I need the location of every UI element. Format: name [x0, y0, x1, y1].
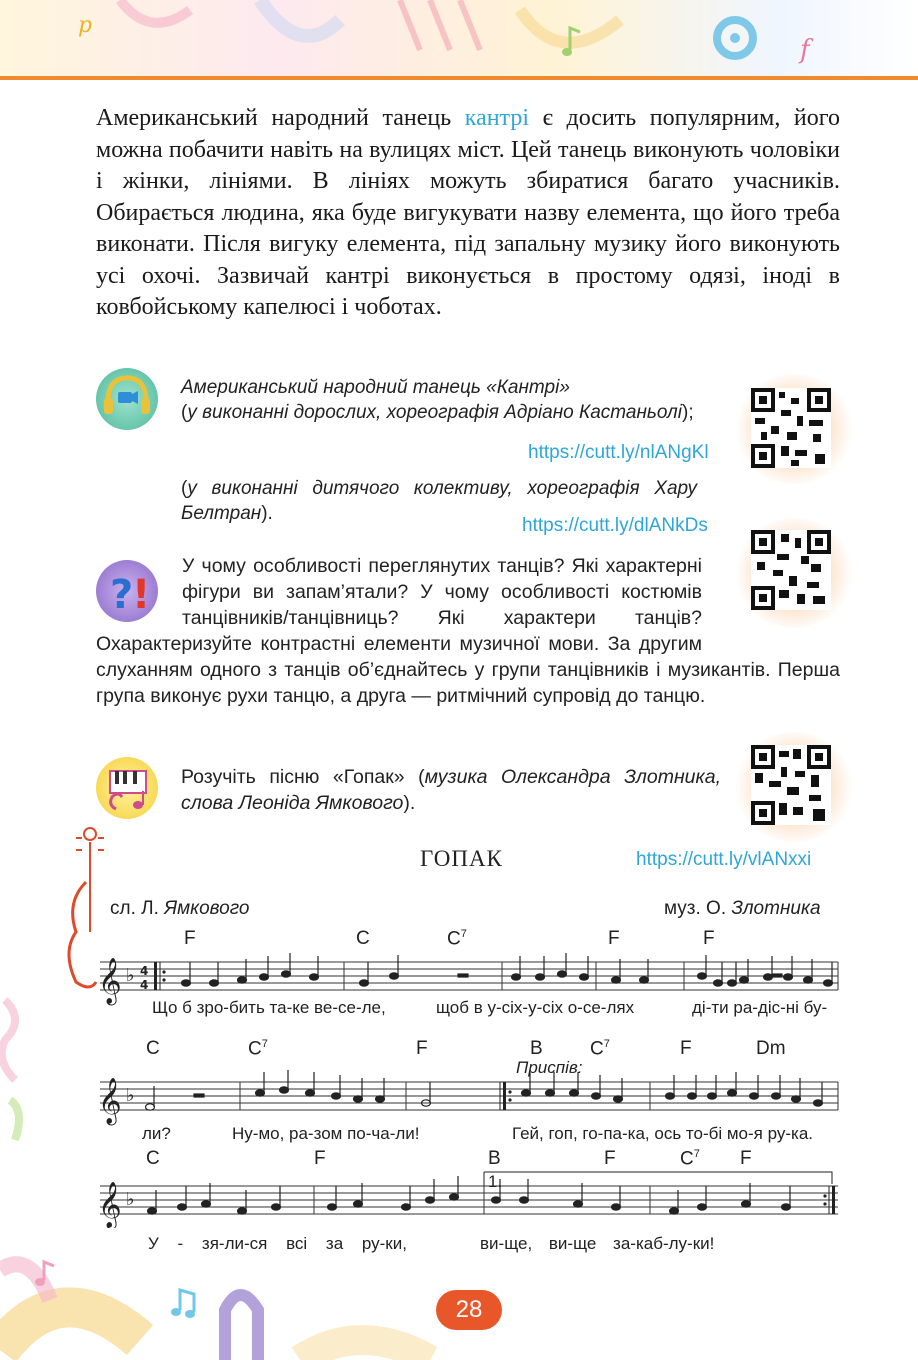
headphones-video-icon [96, 368, 158, 430]
chord-root: C [447, 928, 461, 950]
chord-seventh-mark: 7 [693, 1148, 700, 1160]
chord: B [530, 1038, 543, 1059]
chord: F [314, 1148, 326, 1169]
svg-text:𝄞: 𝄞 [98, 1078, 122, 1124]
qr-code-3[interactable] [751, 745, 831, 825]
side-doodles-icon [0, 980, 40, 1160]
chord-seventh [590, 1038, 610, 1060]
music-author: Злотника [731, 898, 821, 919]
chord: F [184, 928, 196, 949]
svg-text:4: 4 [140, 964, 149, 978]
lyrics-credit-prefix: сл. Л. [110, 898, 165, 919]
media-performer-1: у виконанні дорослих, хореографія Адріано Кастаньолі [187, 402, 682, 423]
chord: F [703, 928, 715, 949]
media-description-2: (у виконанні дитячого колективу, хореографія Хару Белтран). [181, 478, 697, 524]
music-credit-prefix: муз. О. [664, 898, 732, 919]
chord-root: C [590, 1038, 604, 1060]
chord-seventh [447, 928, 467, 950]
song-link[interactable]: https://cutt.ly/vlANxxi [636, 849, 812, 870]
lyrics-credit [110, 898, 249, 920]
lyrics-line: ді-ти ра-діс-ні бу- [692, 998, 828, 1017]
chord: F [608, 928, 620, 949]
lyrics-line: ви-ще, ви-ще за-каб-лу-ки! [480, 1234, 715, 1253]
chord: C [146, 1148, 160, 1169]
svg-text:p: p [78, 13, 93, 38]
chord: C [146, 1038, 160, 1059]
lyrics-line: Що б зро-бить та-ке ве-се-ле, [152, 998, 386, 1017]
chord-root: C [680, 1148, 694, 1170]
lyrics-line: У - зя-ли-ся всі за ру-ки, [148, 1234, 407, 1253]
header-doodles-icon [0, 0, 918, 78]
chord: F [680, 1038, 692, 1059]
media-description-1: Американський народний танець «Кантрі» (у виконанні дорослих, хореографія Адріано Кастаньолі); [181, 377, 694, 423]
svg-text:𝄞: 𝄞 [98, 1182, 122, 1228]
chord-root: C [248, 1038, 262, 1060]
svg-text:?: ? [110, 572, 134, 618]
intro-text-rest: є досить популярним, його можна побачити навіть на вулицях міст. Цей танець виконують чоловіки і жінки, лініями. В лініях можуть збиратися багато учасників. Обирається людина, яка буде вигукувати назву елемента, що його треба виконати. Після вигуку елемента, під запальну музику його виконують усі охочі. Зазвичай кантрі виконується в простому одязі, іноді в ковбойському капелюсі і чоботах. [96, 105, 840, 320]
question-icon-spacer [96, 553, 182, 625]
music-credit [664, 898, 821, 920]
lyrics-line: Гей, гоп, го-па-ка, ось то-бі мо-я ру-ка. [512, 1124, 814, 1143]
question-text: У чому особливості переглянутих танців? Які характерні фігури ви запам’ятали? У чому особливості костюмів танцівників/танцівниць? Які характери танців? Охарактеризуйте контрастні елементи музичної мови. За другим слуханням одного з танців об’єднайтесь у групи танцівників і музикантів. Перша група виконує рухи танцю, а друга — ритмічний супровід до танцю. [96, 555, 840, 707]
svg-text:4: 4 [140, 978, 149, 992]
song-task [181, 764, 721, 816]
task-authors: музика Олександра Злотника, слова Леоніда Ямкового [181, 766, 721, 814]
keyword-country: кантрі [464, 105, 530, 131]
chord: C [356, 928, 370, 949]
chord-seventh-mark: 7 [603, 1038, 610, 1050]
lyrics-line: щоб в у-сіх-у-сіх о-се-лях [436, 998, 635, 1017]
intro-paragraph [96, 103, 840, 324]
media-performer-2: у виконанні дитячого колективу, хореографія Хару Белтран [181, 478, 697, 524]
task-text: Розучіть пісню «Гопак» ( [181, 766, 425, 788]
chord-seventh-mark: 7 [460, 928, 467, 940]
chord: F [740, 1148, 752, 1169]
video-link-1[interactable]: https://cutt.ly/nlANgKl [528, 442, 709, 463]
chord: Dm [756, 1038, 786, 1059]
task-text-end: ). [403, 792, 416, 814]
piano-music-icon [96, 757, 158, 819]
video-link-2[interactable]: https://cutt.ly/dlANkDs [522, 515, 708, 536]
qr-code-icon [751, 388, 831, 468]
svg-text:f: f [800, 35, 810, 65]
lyrics-line: Ну-мо, ра-зом по-ча-ли! [232, 1124, 420, 1143]
chord: F [604, 1148, 616, 1169]
svg-text:♭: ♭ [126, 965, 135, 986]
qr-code-icon [751, 745, 831, 825]
first-ending-label: 1. [488, 1172, 503, 1191]
chord: F [416, 1038, 428, 1059]
music-staff-2 [96, 1070, 842, 1126]
page-number: 28 [436, 1290, 502, 1330]
svg-text:!: ! [132, 572, 151, 618]
svg-text:𝄞: 𝄞 [98, 958, 122, 1004]
chorus-label: Приспів: [516, 1058, 583, 1077]
chord: B [488, 1148, 501, 1169]
header-divider [0, 76, 918, 80]
song-title: ГОПАК [420, 846, 503, 871]
discussion-questions [96, 553, 840, 709]
svg-text:♭: ♭ [126, 1189, 135, 1210]
chord-seventh [248, 1038, 268, 1060]
svg-text:♭: ♭ [126, 1085, 135, 1106]
qr-spacer [702, 553, 840, 633]
lyrics-author: Ямкового [164, 898, 250, 919]
qr-code-1[interactable] [751, 388, 831, 468]
media-title-1: Американський народний танець «Кантрі» [181, 377, 570, 398]
intro-text-start: Американський народний танець [96, 105, 465, 131]
header-decoration [0, 0, 918, 78]
chord-seventh-mark: 7 [261, 1038, 268, 1050]
lyrics-line: ли? [142, 1124, 171, 1143]
